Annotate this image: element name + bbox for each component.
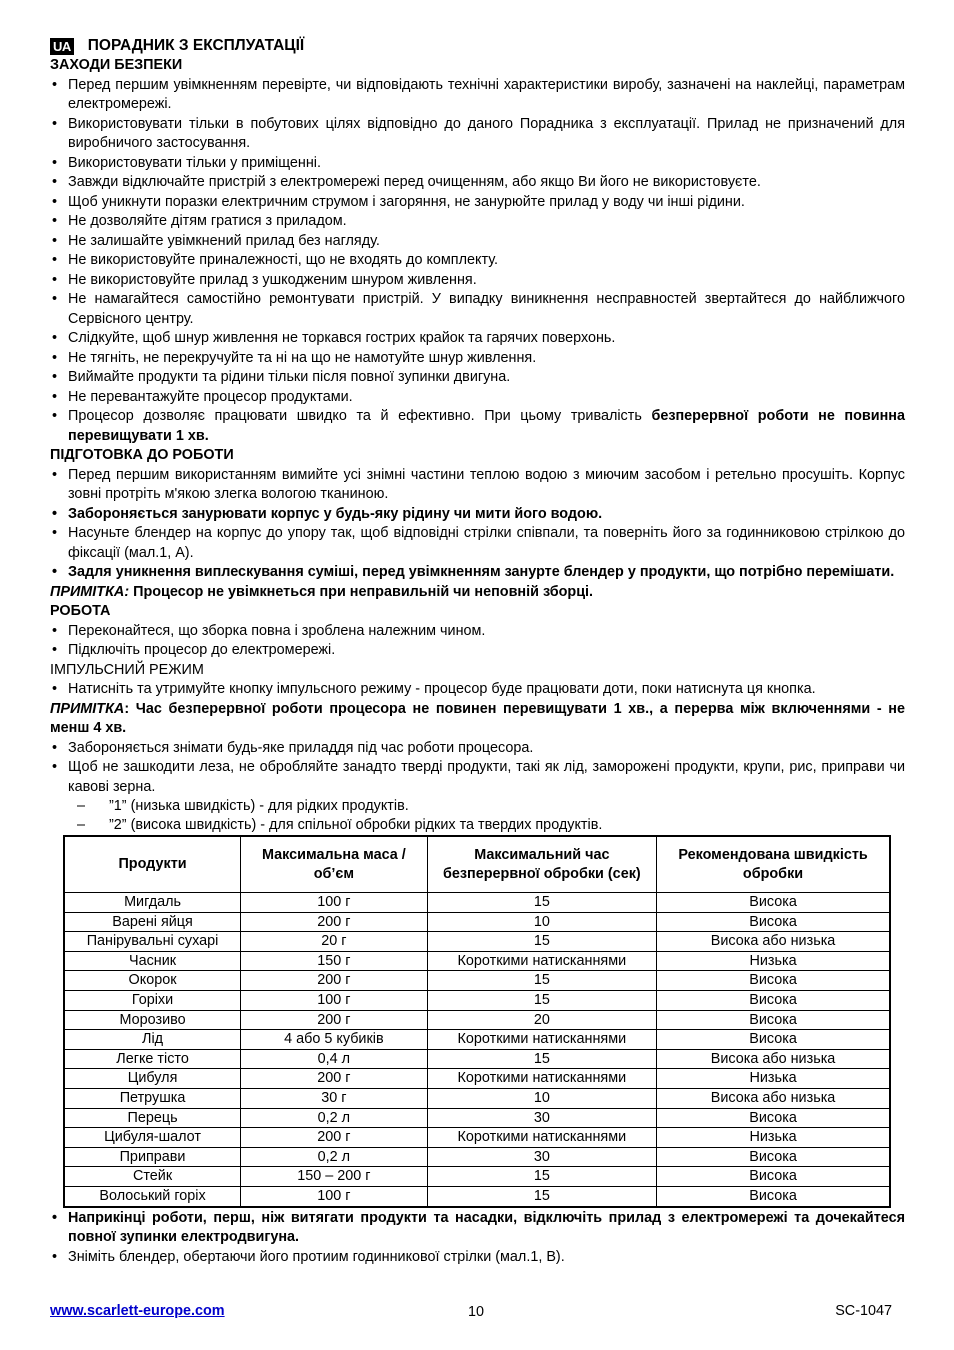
table-row — [64, 1010, 890, 1030]
list-item: • Зніміть блендер, обертаючи його протиим годинникової стрілки (мал.1, В). — [50, 1248, 905, 1268]
table-row — [64, 1167, 890, 1187]
table-header-row — [64, 836, 890, 893]
section-heading-safety: ЗАХОДИ БЕЗПЕКИ — [50, 57, 183, 73]
table-cell: 0,2 л — [241, 1147, 428, 1167]
column-header-max-time: Максимальний час безперервної обробки (сек) — [427, 836, 656, 893]
list-item: • Виймайте продукти та рідини тільки після повної зупинки двигуна. — [50, 368, 905, 388]
table-cell: 100 г — [241, 893, 428, 913]
table-cell: Короткими натисканнями — [427, 951, 656, 971]
table-cell: Висока — [657, 912, 890, 932]
list-item: • Не тягніть, не перекручуйте та ні на що не намотуйте шнур живлення. — [50, 349, 905, 369]
table-cell: Перець — [64, 1108, 241, 1128]
table-cell: 15 — [427, 990, 656, 1010]
website-link[interactable]: www.scarlett-europe.com — [50, 1303, 225, 1319]
table-cell: Окорок — [64, 971, 241, 991]
table-cell: 200 г — [241, 912, 428, 932]
table-cell: Низька — [657, 1069, 890, 1089]
table-cell: Лід — [64, 1030, 241, 1050]
table-cell: Варені яйця — [64, 912, 241, 932]
table-cell: Висока — [657, 990, 890, 1010]
page-title: ПОРАДНИК З ЕКСПЛУАТАЦІЇ — [87, 37, 305, 54]
table-row — [64, 1147, 890, 1167]
speed-item: – ”2” (висока швидкість) - для спільної обробки рідких та твердих продуктів. — [75, 816, 905, 835]
list-item: • Не використовуйте прилад з ушкодженим шнуром живлення. — [50, 271, 905, 291]
table-row — [64, 951, 890, 971]
table-cell: Легке тісто — [64, 1049, 241, 1069]
table-cell: Висока або низька — [657, 1088, 890, 1108]
table-cell: 15 — [427, 893, 656, 913]
list-item: • Не залишайте увімкнений прилад без нагляду. — [50, 232, 905, 252]
list-item: • Натисніть та утримуйте кнопку імпульсного режиму - процесор буде працювати доти, поки натиснута ця кнопка. — [50, 680, 905, 700]
list-item: • Використовувати тільки у приміщенні. — [50, 154, 905, 174]
note-label: ПРИМІТКА — [50, 700, 125, 717]
speed-list — [50, 797, 905, 834]
table-cell: 15 — [427, 932, 656, 952]
note-preparation — [50, 583, 905, 603]
table-cell: Висока — [657, 1167, 890, 1187]
table-cell: 100 г — [241, 990, 428, 1010]
table-row — [64, 1108, 890, 1128]
table-cell: Висока — [657, 893, 890, 913]
table-cell: 15 — [427, 1049, 656, 1069]
list-item: • Забороняється занурювати корпус у будь-яку рідину чи мити його водою. — [50, 505, 905, 525]
list-item: • Слідкуйте, щоб шнур живлення не торкався гострих крайок та гарячих поверхонь. — [50, 329, 905, 349]
table-cell: Горіхи — [64, 990, 241, 1010]
table-cell: 200 г — [241, 971, 428, 991]
table-cell: 15 — [427, 1167, 656, 1187]
table-cell: 30 г — [241, 1088, 428, 1108]
model-number: SC-1047 — [835, 1303, 892, 1319]
list-item: • Щоб уникнути поразки електричним струмом і загоряння, не занурюйте прилад у воду чи інші рідини. — [50, 193, 905, 213]
speed-item: – ”1” (низька швидкість) - для рідких продуктів. — [75, 797, 905, 816]
list-item: • Не перевантажуйте процесор продуктами. — [50, 388, 905, 408]
table-body — [64, 893, 890, 1207]
table-row — [64, 990, 890, 1010]
table-cell: 10 — [427, 912, 656, 932]
table-cell: Висока — [657, 1147, 890, 1167]
table-row — [64, 1088, 890, 1108]
table-cell: Часник — [64, 951, 241, 971]
table-cell: 0,4 л — [241, 1049, 428, 1069]
operation-list-2 — [50, 739, 905, 798]
list-item — [50, 407, 905, 446]
table-row — [64, 1186, 890, 1206]
list-item: • Завжди відключайте пристрій з електромережі перед очищенням, або якщо Ви його не використовуєте. — [50, 173, 905, 193]
list-item: • Не дозволяйте дітям гратися з приладом. — [50, 212, 905, 232]
table-cell: Морозиво — [64, 1010, 241, 1030]
table-cell: Низька — [657, 1128, 890, 1148]
preparation-list — [50, 466, 905, 583]
table-cell: Висока — [657, 1030, 890, 1050]
list-item: • Використовувати тільки в побутових цілях відповідно до даного Порадника з експлуатації. Прилад не призначений для виробничого застосування. — [50, 115, 905, 154]
table-cell: Висока — [657, 971, 890, 991]
table-cell: Короткими натисканнями — [427, 1030, 656, 1050]
table-row — [64, 932, 890, 952]
processing-table — [63, 835, 891, 1208]
table-cell: 150 г — [241, 951, 428, 971]
section-heading-operation: РОБОТА — [50, 603, 111, 619]
list-item: • Перед першим використанням вимийте усі знімні частини теплою водою з миючим засобом і ретельно просушіть. Корпус зовні протріть м'якою злегка вологою тканиною. — [50, 466, 905, 505]
list-item: • Не використовуйте приналежності, що не входять до комплекту. — [50, 251, 905, 271]
operation-list — [50, 622, 905, 661]
table-cell: Висока — [657, 1186, 890, 1206]
table-cell: 30 — [427, 1108, 656, 1128]
column-header-product: Продукти — [64, 836, 241, 893]
list-item: • Перед першим увімкненням перевірте, чи відповідають технічні характеристики виробу, зазначені на наклейці, параметрам електромережі. — [50, 76, 905, 115]
list-item: • Наприкінці роботи, перш, ніж витягати продукти та насадки, відключіть прилад з електромережі та дочекайтеся повної зупинки електродвигуна. — [50, 1209, 905, 1248]
table-row — [64, 1069, 890, 1089]
table-cell: 0,2 л — [241, 1108, 428, 1128]
table-cell: Висока — [657, 1108, 890, 1128]
column-header-speed: Рекомендована швидкість обробки — [657, 836, 890, 893]
table-cell: Низька — [657, 951, 890, 971]
title-row — [50, 36, 905, 56]
language-badge: UA — [50, 38, 74, 55]
table-row — [64, 893, 890, 913]
pulse-list — [50, 680, 905, 700]
table-cell: 200 г — [241, 1010, 428, 1030]
section-heading-preparation: ПІДГОТОВКА ДО РОБОТИ — [50, 447, 234, 463]
table-cell: 30 — [427, 1147, 656, 1167]
manual-page — [50, 36, 905, 1267]
table-cell: Висока або низька — [657, 1049, 890, 1069]
table-row — [64, 1128, 890, 1148]
table-cell: 200 г — [241, 1128, 428, 1148]
safety-list — [50, 76, 905, 447]
list-item: • Підключіть процесор до електромережі. — [50, 641, 905, 661]
table-row — [64, 912, 890, 932]
table-cell: 20 г — [241, 932, 428, 952]
table-cell: Цибуля — [64, 1069, 241, 1089]
table-cell: 10 — [427, 1088, 656, 1108]
table-cell: Короткими натисканнями — [427, 1128, 656, 1148]
item-bold-text: безперервної роботи не повинна перевищувати 1 хв. — [68, 408, 905, 444]
table-cell: 100 г — [241, 1186, 428, 1206]
table-cell: 150 – 200 г — [241, 1167, 428, 1187]
table-cell: Панірувальні сухарі — [64, 932, 241, 952]
table-cell: Короткими натисканнями — [427, 1069, 656, 1089]
table-cell: Мигдаль — [64, 893, 241, 913]
note-label: ПРИМІТКА: — [50, 583, 130, 600]
after-list — [50, 1209, 905, 1268]
table-row — [64, 1030, 890, 1050]
table-cell: Петрушка — [64, 1088, 241, 1108]
item-text: Процесор дозволяє працювати швидко та й ефективно. При цьому тривалість — [68, 408, 652, 424]
note-text: : Час безперервної роботи процесора не повинен перевищувати 1 хв., а перерва між включеннями - не менш 4 хв. — [50, 700, 905, 736]
list-item: • Переконайтеся, що зборка повна і зроблена належним чином. — [50, 622, 905, 642]
note-text: Процесор не увімкнеться при неправильній чи неповній зборці. — [129, 583, 594, 600]
table-cell: Стейк — [64, 1167, 241, 1187]
table-cell: 15 — [427, 1186, 656, 1206]
list-item: • Забороняється знімати будь-яке приладдя під час роботи процесора. — [50, 739, 905, 759]
page-number: 10 — [468, 1304, 485, 1320]
table-cell: Висока або низька — [657, 932, 890, 952]
table-cell: 20 — [427, 1010, 656, 1030]
list-item: • Щоб не зашкодити леза, не обробляйте занадто тверді продукти, такі як лід, заморожені продукти, крупи, рис, приправи чи кавові зерна. — [50, 758, 905, 797]
table-cell: Цибуля-шалот — [64, 1128, 241, 1148]
subheading-pulse-mode: ІМПУЛЬСНИЙ РЕЖИМ — [50, 661, 204, 678]
table-row — [64, 1049, 890, 1069]
column-header-max-mass: Максимальна маса / об’єм — [241, 836, 428, 893]
table-cell: 200 г — [241, 1069, 428, 1089]
table-cell: Приправи — [64, 1147, 241, 1167]
table-row — [64, 971, 890, 991]
table-cell: 4 або 5 кубиків — [241, 1030, 428, 1050]
table-cell: Висока — [657, 1010, 890, 1030]
list-item: • Насуньте блендер на корпус до упору так, щоб відповідні стрілки співпали, та поверніть його за годинниковою стрілкою до фіксації (мал.1, А). — [50, 524, 905, 563]
page-footer — [50, 1302, 892, 1322]
note-operation — [50, 700, 905, 739]
table-cell: 15 — [427, 971, 656, 991]
list-item: • Задля уникнення виплескування суміші, перед увімкненням занурте блендер у продукти, що потрібно перемішати. — [50, 563, 905, 583]
table-cell: Волоський горіх — [64, 1186, 241, 1206]
list-item: • Не намагайтеся самостійно ремонтувати пристрій. У випадку виникнення несправностей звертайтеся до найближчого Сервісного центру. — [50, 290, 905, 329]
